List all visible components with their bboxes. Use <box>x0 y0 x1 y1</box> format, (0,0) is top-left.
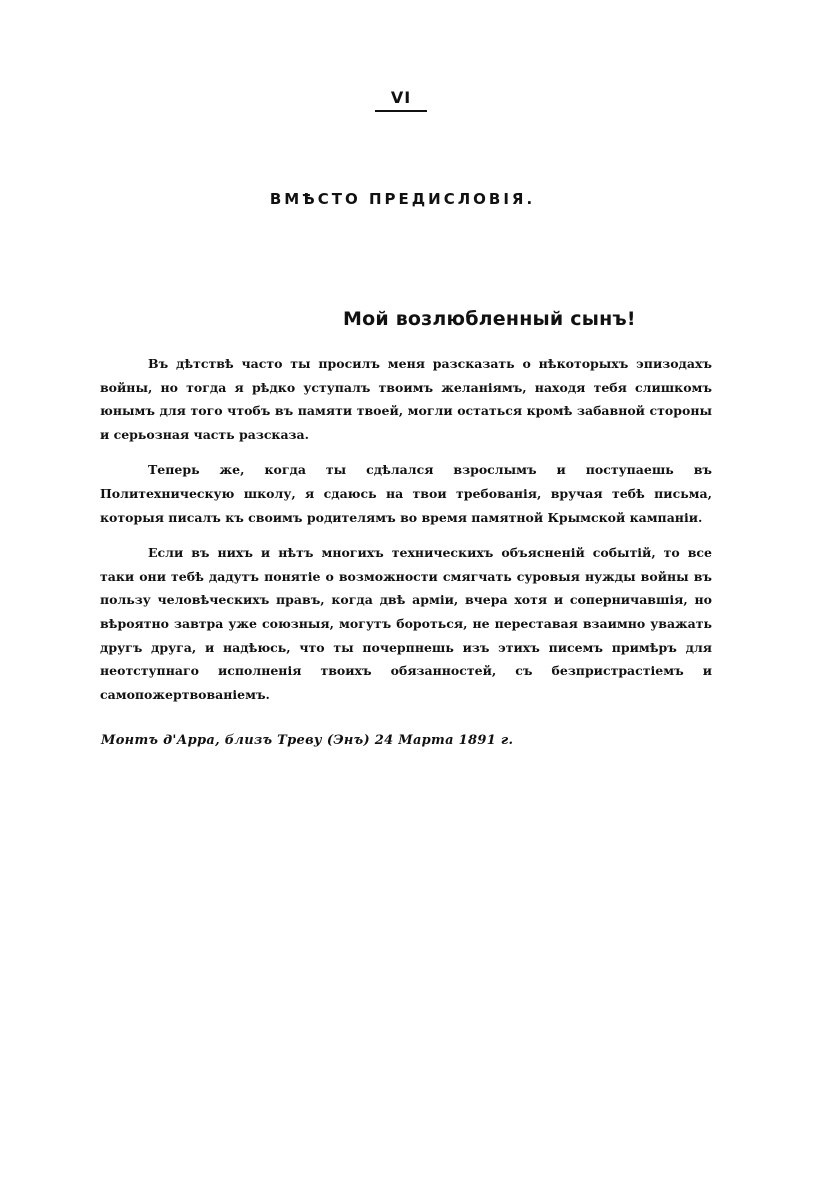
chapter-heading: ВМѢСТО ПРЕДИСЛОВІЯ. <box>269 190 536 208</box>
paragraph: Если въ нихъ и нѣтъ многихъ техническихъ объясненій событій, то все таки они тебѣ дадутъ понятіе о возможности смягчать суровыя нужды войны въ пользу человѣческихъ правъ, когда двѣ арміи, вчера хотя и соперничавшія, но вѣроятно завтра уже союзныя, могутъ бороться, не переставая взаимно уважать другъ друга, и надѣюсь, что ты почерпнешь изъ этихъ писемъ примѣръ для неотступнаго исполненія твоихъ обязанностей, съ безпристрастіемъ и самопожертвованіемъ. <box>100 545 712 702</box>
place-date-signature: Монтъ д'Арра, близъ Треву (Энъ) 24 Марта 1891 г. <box>101 733 514 748</box>
letter-body <box>100 352 712 718</box>
paragraph: Теперь же, когда ты сдѣлался взрослымъ и поступаешь въ Политехническую школу, я сдаюсь на твои требованія, вручая тебѣ письма, которыя писалъ къ своимъ родителямъ во время памятной Крымской кампаніи. <box>100 462 712 525</box>
salutation: Мой возлюбленный сынъ! <box>343 308 636 330</box>
page-number-underline <box>375 110 427 112</box>
page-number: VI <box>390 88 412 107</box>
paragraph: Въ дѣтствѣ часто ты просилъ меня разсказать о нѣкоторыхъ эпизодахъ войны, но тогда я рѣдко уступалъ твоимъ желаніямъ, находя тебя слишкомъ юнымъ для того чтобъ въ памяти твоей, могли остаться кромѣ забавной стороны и серьозная часть разсказа. <box>100 356 712 442</box>
